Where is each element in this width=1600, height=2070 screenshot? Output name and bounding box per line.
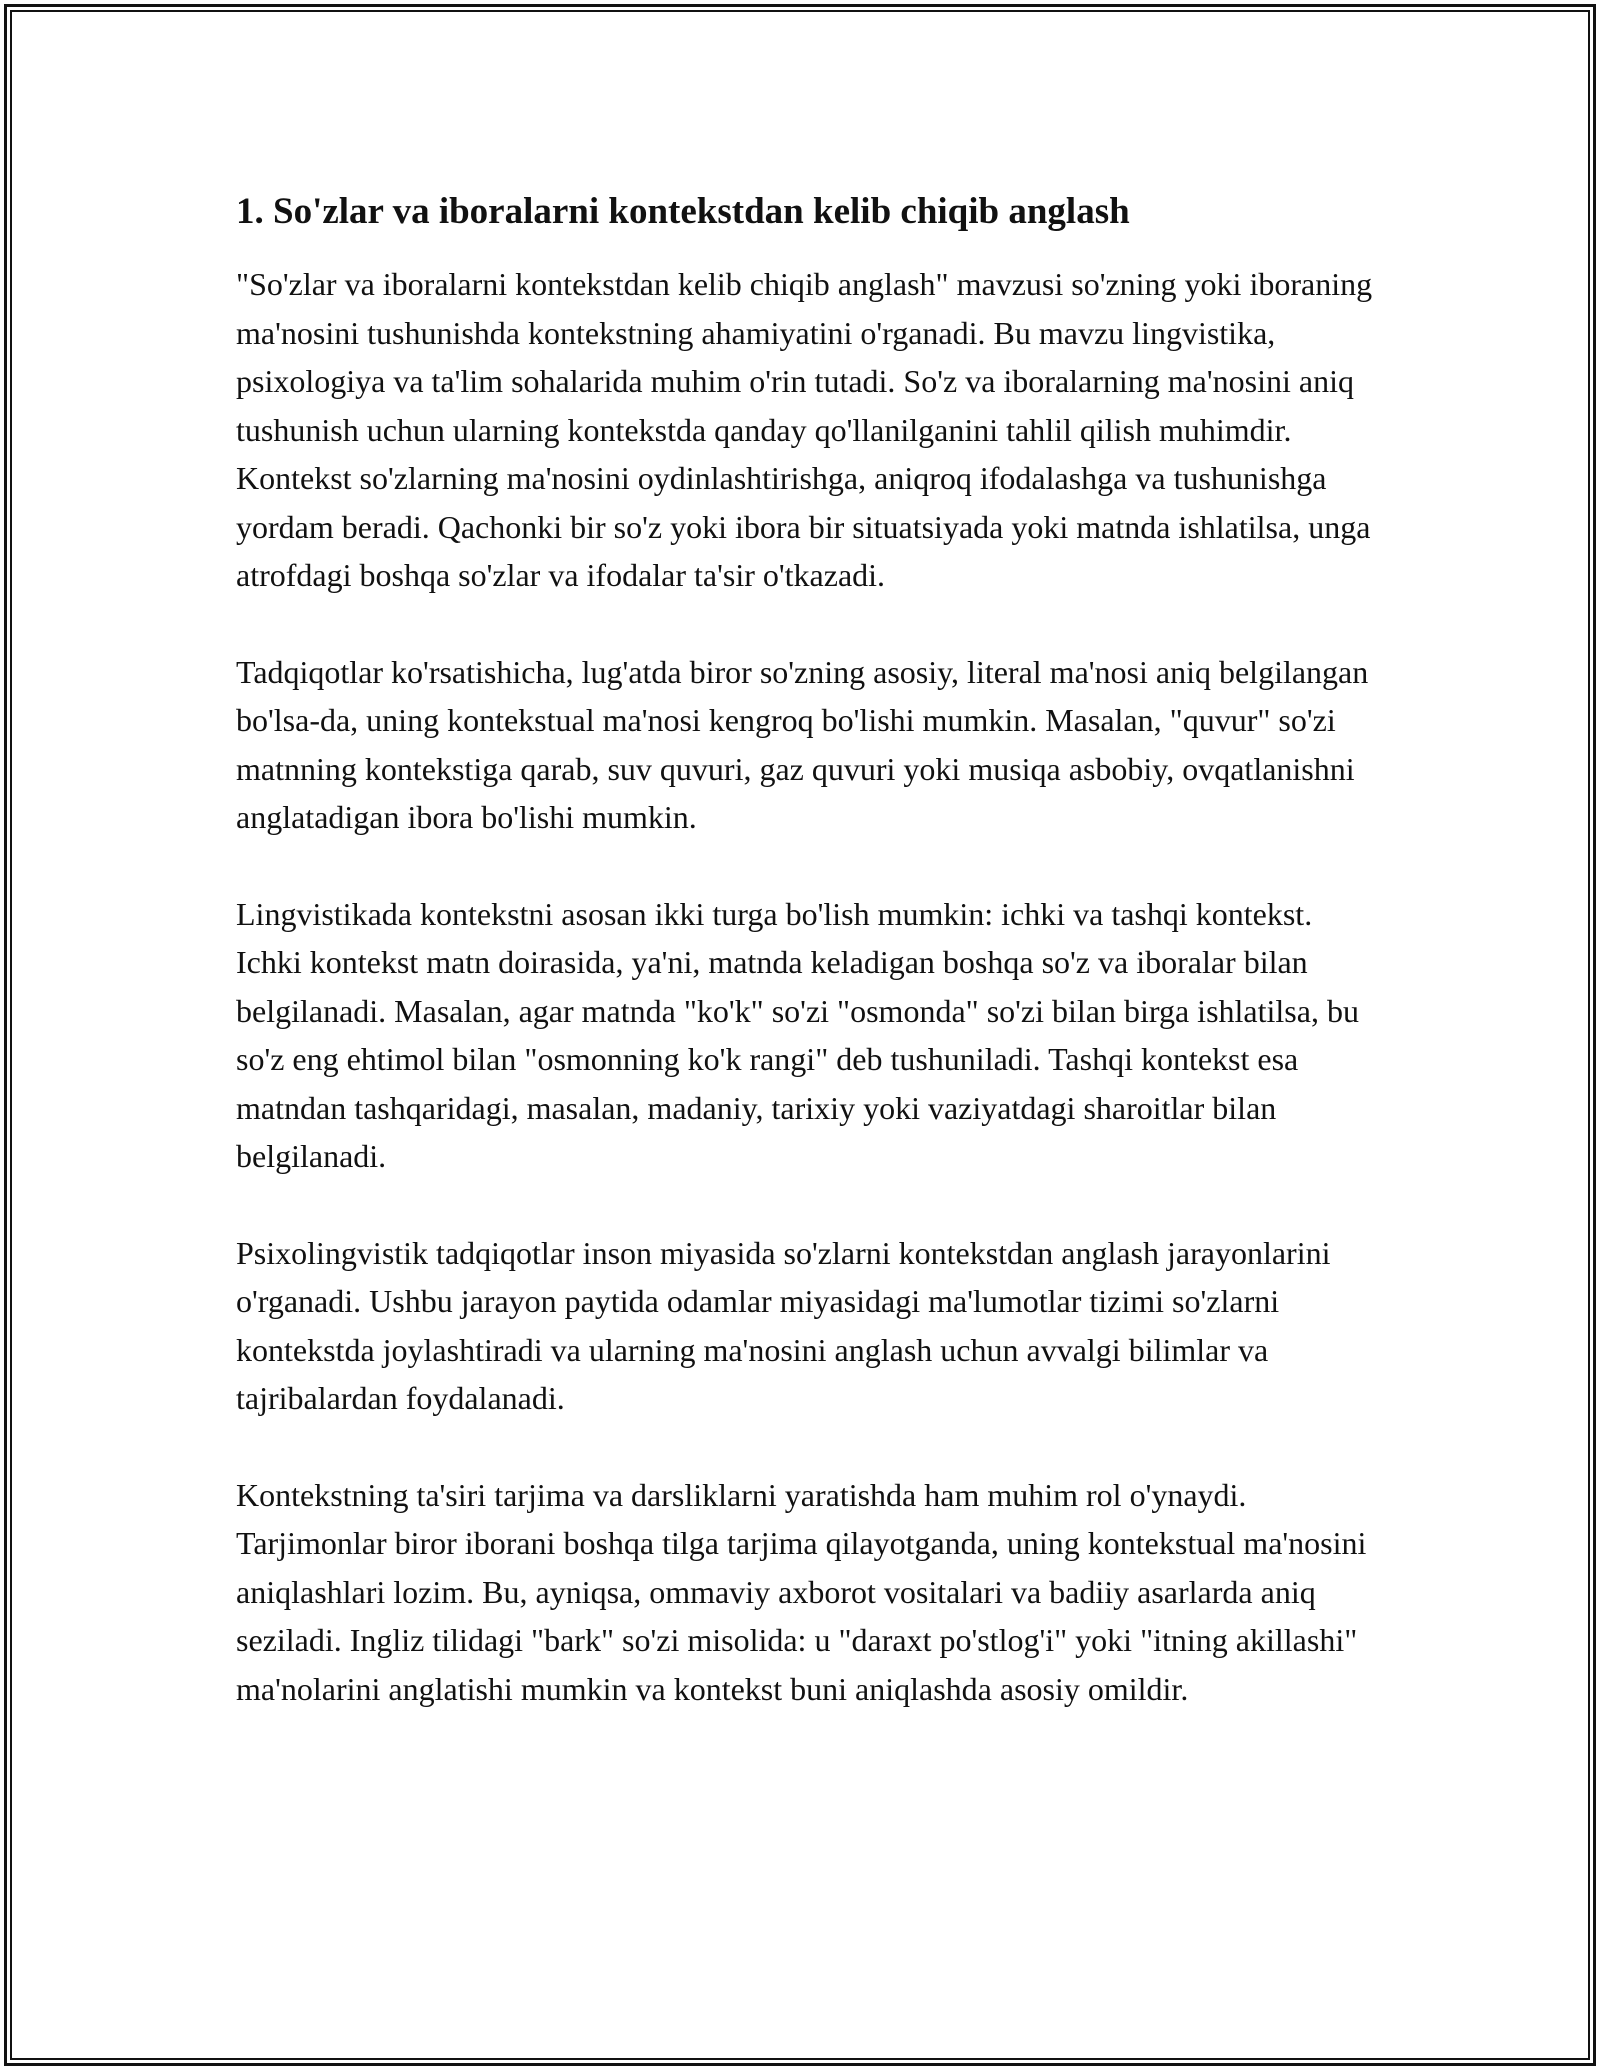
paragraph-3: Lingvistikada kontekstni asosan ikki turga bo'lish mumkin: ichki va tashqi kontekst. Ichki kontekst matn doirasida, ya'ni, matnda keladigan boshqa so'z va iboralar bilan belgilanadi. Masalan, agar matnda "ko'k" so'zi "osmonda" so'zi bilan birga ishlatilsa, bu so'z eng ehtimol bilan "osmonning ko'k rangi" deb tushuniladi. Tashqi kontekst esa matndan tashqaridagi, masalan, madaniy, tarixiy yoki vaziyatdagi sharoitlar bilan belgilanadi. [236, 895, 1359, 1174]
section-heading: 1. So'zlar va iboralarni kontekstdan kelib chiqib anglash [236, 191, 1130, 232]
document-body [236, 186, 1376, 1713]
paragraph-5: Kontekstning ta'siri tarjima va darsliklarni yaratishda ham muhim rol o'ynaydi. Tarjimonlar biror iborani boshqa tilga tarjima qilayotganda, uning kontekstual ma'nosini aniqlashlari lozim. Bu, ayniqsa, ommaviy axborot vositalari va badiiy asarlarda aniq seziladi. Ingliz tilidagi "bark" so'zi misolida: u "daraxt po'stlog'i" yoki "itning akillashi" ma'nolarini anglatishi mumkin va kontekst buni aniqlashda asosiy omildir. [236, 1476, 1367, 1707]
paragraph-1: "So'zlar va iboralarni kontekstdan kelib chiqib anglash" mavzusi so'zning yoki iboraning ma'nosini tushunishda kontekstning ahamiyatini o'rganadi. Bu mavzu lingvistika, psixologiya va ta'lim sohalarida muhim o'rin tutadi. So'z va iboralarning ma'nosini aniq tushunish uchun ularning kontekstda qanday qo'llanilganini tahlil qilish muhimdir. Kontekst so'zlarning ma'nosini oydinlashtirishga, aniqroq ifodalashga va tushunishga yordam beradi. Qachonki bir so'z yoki ibora bir situatsiyada yoki matnda ishlatilsa, unga atrofdagi boshqa so'zlar va ifodalar ta'sir o'tkazadi. [236, 266, 1373, 593]
paragraph-4: Psixolingvistik tadqiqotlar inson miyasida so'zlarni kontekstdan anglash jarayonlarini o'rganadi. Ushbu jarayon paytida odamlar miyasidagi ma'lumotlar tizimi so'zlarni kontekstda joylashtiradi va ularning ma'nosini anglash uchun avvalgi bilimlar va tajribalardan foydalanadi. [236, 1234, 1331, 1416]
paragraph-2: Tadqiqotlar ko'rsatishicha, lug'atda biror so'zning asosiy, literal ma'nosi aniq belgilangan bo'lsa-da, uning kontekstual ma'nosi kengroq bo'lishi mumkin. Masalan, "quvur" so'zi matnning kontekstiga qarab, suv quvuri, gaz quvuri yoki musiqa asbobiy, ovqatlanishni anglatadigan ibora bo'lishi mumkin. [236, 653, 1369, 835]
